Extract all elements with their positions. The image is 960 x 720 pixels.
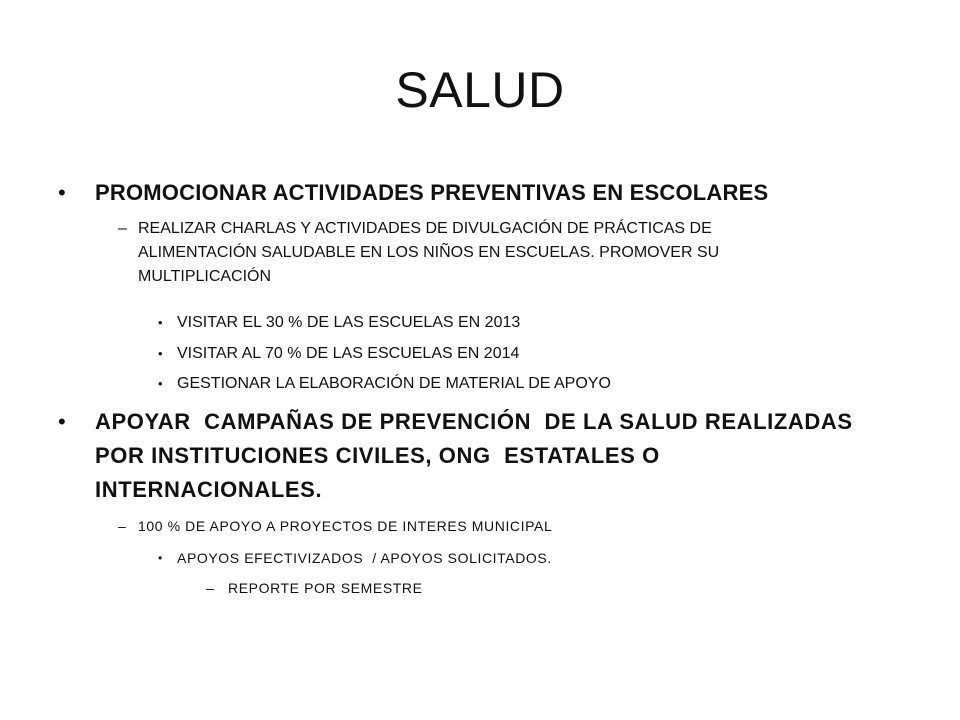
- item-text: REPORTE POR SEMESTRE: [228, 580, 423, 596]
- item-apoyos-efectivizados: [158, 548, 818, 568]
- bullet-marker: •: [58, 409, 66, 434]
- item-text: VISITAR EL 30 % DE LAS ESCUELAS EN 2013: [177, 314, 521, 331]
- bullet-marker: •: [158, 376, 163, 391]
- subbullet-text: REALIZAR CHARLAS Y ACTIVIDADES DE DIVULGACIÓN DE PRÁCTICAS DE ALIMENTACIÓN SALUDABLE EN LOS NIÑOS EN ESCUELAS. PROMOVER SU MULTIPLICACIÓN: [138, 220, 720, 285]
- dash-marker: –: [206, 580, 214, 596]
- item-text: VISITAR AL 70 % DE LAS ESCUELAS EN 2014: [177, 345, 520, 362]
- bullet-text: PROMOCIONAR ACTIVIDADES PREVENTIVAS EN ESCOLARES: [95, 180, 769, 205]
- bullet-marker: •: [58, 180, 66, 205]
- subbullet-text: 100 % DE APOYO A PROYECTOS DE INTERES MUNICIPAL: [138, 518, 553, 534]
- bullet-text: APOYAR CAMPAÑAS DE PREVENCIÓN DE LA SALUD REALIZADAS POR INSTITUCIONES CIVILES, ONG ESTATALES O INTERNACIONALES.: [95, 409, 860, 502]
- item-visitar-30: [158, 311, 818, 335]
- slide-title: SALUD: [395, 62, 565, 118]
- bullet-marker: •: [158, 315, 163, 330]
- dash-marker: –: [118, 518, 126, 534]
- item-text: GESTIONAR LA ELABORACIÓN DE MATERIAL DE APOYO: [177, 375, 611, 392]
- item-visitar-70: [158, 342, 818, 366]
- subbullet-realizar-charlas: [118, 217, 818, 289]
- item-text: APOYOS EFECTIVIZADOS / APOYOS SOLICITADOS.: [177, 550, 552, 566]
- bullet-promocionar: [58, 176, 898, 210]
- bullet-marker: •: [158, 346, 163, 361]
- item-reporte-semestre: [206, 578, 806, 598]
- bullet-marker: •: [158, 551, 163, 565]
- bullet-apoyar-campanas: [58, 405, 878, 507]
- item-gestionar-material: [158, 372, 818, 396]
- dash-marker: –: [118, 220, 127, 237]
- subbullet-apoyo-proyectos: [118, 516, 818, 536]
